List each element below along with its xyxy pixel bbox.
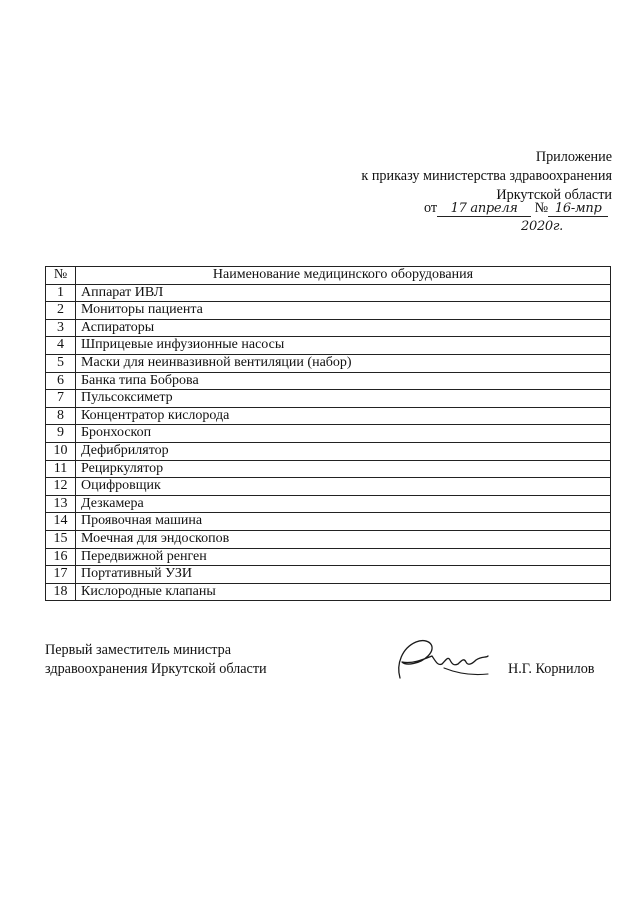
equipment-name: Передвижной ренген — [76, 548, 611, 566]
row-number: 7 — [46, 390, 76, 408]
table-row — [46, 442, 611, 460]
table-row — [46, 337, 611, 355]
order-date-line — [424, 199, 608, 218]
equipment-name: Дезкамера — [76, 495, 611, 513]
row-number: 17 — [46, 566, 76, 584]
row-number: 6 — [46, 372, 76, 390]
table-row — [46, 548, 611, 566]
row-number: 13 — [46, 495, 76, 513]
row-number: 10 — [46, 442, 76, 460]
signatory-name: Н.Г. Корнилов — [508, 661, 595, 677]
equipment-name: Проявочная машина — [76, 513, 611, 531]
signatory-title — [45, 641, 267, 679]
equipment-name: Маски для неинвазивной вентиляции (набор) — [76, 354, 611, 372]
order-reference: к приказу министерства здравоохранения — [361, 168, 612, 184]
table-row — [46, 513, 611, 531]
table-row — [46, 495, 611, 513]
table-row — [46, 390, 611, 408]
table-body — [46, 284, 611, 601]
row-number: 15 — [46, 530, 76, 548]
equipment-name: Бронхоскоп — [76, 425, 611, 443]
row-number: 4 — [46, 337, 76, 355]
table-row — [46, 425, 611, 443]
order-date-handwritten: 17 апреля — [437, 199, 531, 217]
row-number: 9 — [46, 425, 76, 443]
signatory-title-line1: Первый заместитель министра — [45, 642, 232, 658]
equipment-table — [45, 266, 611, 601]
equipment-name: Шприцевые инфузионные насосы — [76, 337, 611, 355]
column-header-name: Наименование медицинского оборудования — [76, 267, 611, 285]
column-header-number: № — [46, 267, 76, 285]
equipment-name: Портативный УЗИ — [76, 566, 611, 584]
row-number: 14 — [46, 513, 76, 531]
table-row — [46, 407, 611, 425]
order-number-handwritten: 16-мпр — [548, 199, 608, 217]
table-row — [46, 284, 611, 302]
table-row — [46, 530, 611, 548]
row-number: 16 — [46, 548, 76, 566]
row-number: 12 — [46, 478, 76, 496]
row-number: 8 — [46, 407, 76, 425]
table-row — [46, 460, 611, 478]
table-row — [46, 566, 611, 584]
handwritten-signature — [392, 634, 492, 682]
row-number: 18 — [46, 583, 76, 601]
table-header-row — [46, 267, 611, 285]
table-row — [46, 354, 611, 372]
row-number: 11 — [46, 460, 76, 478]
from-label: от — [424, 200, 438, 216]
equipment-name: Рециркулятор — [76, 460, 611, 478]
equipment-name: Кислородные клапаны — [76, 583, 611, 601]
table-row — [46, 302, 611, 320]
signatory-title-line2: здравоохранения Иркутской области — [45, 661, 267, 677]
equipment-name: Концентратор кислорода — [76, 407, 611, 425]
table-row — [46, 319, 611, 337]
table-row — [46, 372, 611, 390]
equipment-name: Аспираторы — [76, 319, 611, 337]
equipment-name: Дефибрилятор — [76, 442, 611, 460]
number-label: № — [534, 200, 549, 216]
row-number: 5 — [46, 354, 76, 372]
row-number: 2 — [46, 302, 76, 320]
equipment-name: Банка типа Боброва — [76, 372, 611, 390]
table-row — [46, 478, 611, 496]
equipment-name: Пульсоксиметр — [76, 390, 611, 408]
order-year-handwritten: 2020г. — [521, 219, 563, 234]
equipment-name: Моечная для эндоскопов — [76, 530, 611, 548]
row-number: 3 — [46, 319, 76, 337]
appendix-header — [361, 148, 612, 205]
table-row — [46, 583, 611, 601]
row-number: 1 — [46, 284, 76, 302]
region-name: Иркутской области — [496, 187, 612, 203]
appendix-title: Приложение — [535, 149, 612, 165]
equipment-name: Мониторы пациента — [76, 302, 611, 320]
equipment-name: Аппарат ИВЛ — [76, 284, 611, 302]
equipment-name: Оцифровщик — [76, 478, 611, 496]
